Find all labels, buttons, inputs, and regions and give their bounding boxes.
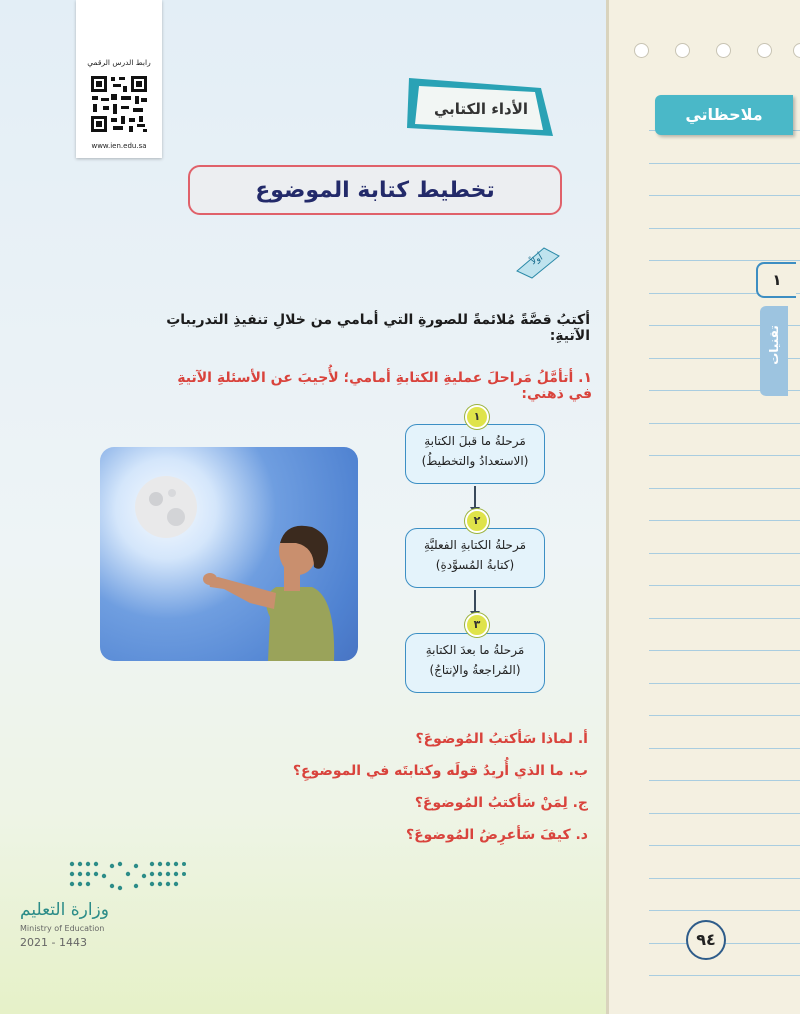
qr-card[interactable] [76,0,162,158]
qr-code-icon [89,74,149,134]
stage-1-desc: (الاستعدادُ والتخطيطُ) [421,454,529,468]
ruled-line [649,195,800,196]
ruled-line [649,455,800,456]
intro-instruction: أكتبُ قصَّةً مُلائمةً للصورةِ التي أمامي من خلالِ تنفيذِ التدريباتِ الآتيةِ: [166,312,590,344]
arrow-down-icon [474,486,476,508]
stage-2-number: ٢ [465,509,489,533]
exercise-1: ١. أتأمَّلُ مَراحلَ عمليةِ الكتابةِ أمامي؛ لأُجيبَ عن الأسئلةِ الآتيةِ في ذهني: [177,370,592,402]
stage-3-desc: (المُراجعةُ والإنتاجُ) [429,663,521,677]
unit-number-tab[interactable]: ١ [756,262,796,298]
ruled-line [649,975,800,976]
ruled-line [649,260,800,261]
ruled-line [649,910,800,911]
binder-ring-icon [793,43,800,58]
page-number: ٩٤ [686,920,726,960]
ruled-line [649,650,800,651]
ruled-line [649,813,800,814]
stage-3-name: مَرحلةُ ما بعدَ الكتابةِ [425,643,525,657]
qr-label: رابط الدرس الرقمي [87,58,151,67]
stage-box-1 [405,424,545,484]
ruled-line [649,423,800,424]
stage-2-name: مَرحلةُ الكتابةِ الفعليَّةِ [423,538,527,552]
ruled-line [649,878,800,879]
stage-box-3 [405,633,545,693]
ruled-line [649,228,800,229]
arrow-down-icon [474,590,476,612]
boy-moon-photo [100,447,358,661]
notes-panel [606,0,800,1014]
ruled-line [649,553,800,554]
stage-box-2 [405,528,545,588]
binder-ring-icon [675,43,690,58]
banner-label: الأداء الكتابي [433,100,529,118]
ruled-line [649,520,800,521]
unit-side-tab[interactable] [760,306,788,396]
boy-moon-illustration [100,447,358,661]
binder-ring-icon [757,43,772,58]
ministry-name-en: Ministry of Education [20,924,105,933]
badge-label: أولاً [529,252,545,268]
section-badge [514,247,560,279]
question-c: ج. لِمَنْ سَأكتبُ المُوضوعَ؟ [414,795,588,811]
ministry-year: 2021 - 1443 [20,936,87,949]
qr-url[interactable]: www.ien.edu.sa [91,142,147,150]
section-banner [407,78,555,140]
stage-2-desc: (كتابةُ المُسوَّدةِ) [435,558,515,572]
question-b: ب. ما الذي أُريدُ قولَه وكتابتَه في الموضوعِ؟ [292,763,588,779]
ruled-line [649,163,800,164]
ruled-line [649,683,800,684]
page-title: تخطيط كتابة الموضوع [188,165,562,215]
ministry-dots-icon [68,858,186,894]
ruled-line [649,618,800,619]
stage-1-name: مَرحلةُ ما قبلَ الكتابةِ [424,434,526,448]
stage-3-number: ٣ [465,613,489,637]
binder-ring-icon [634,43,649,58]
unit-side-label: تقنيات [767,325,781,365]
ruled-line [649,845,800,846]
stage-1-number: ١ [465,405,489,429]
ruled-line [649,748,800,749]
ruled-line [649,715,800,716]
binder-ring-icon [716,43,731,58]
notes-title-tab: ملاحظاتي [655,95,793,135]
ruled-line [649,780,800,781]
ruled-line [649,488,800,489]
question-d: د. كيفَ سَأعرِضُ المُوضوعَ؟ [406,827,588,843]
ruled-line [649,585,800,586]
question-a: أ. لماذا سَأكتبُ المُوضوعَ؟ [415,731,588,747]
ministry-name-ar: وزارة التعليم [20,900,109,920]
